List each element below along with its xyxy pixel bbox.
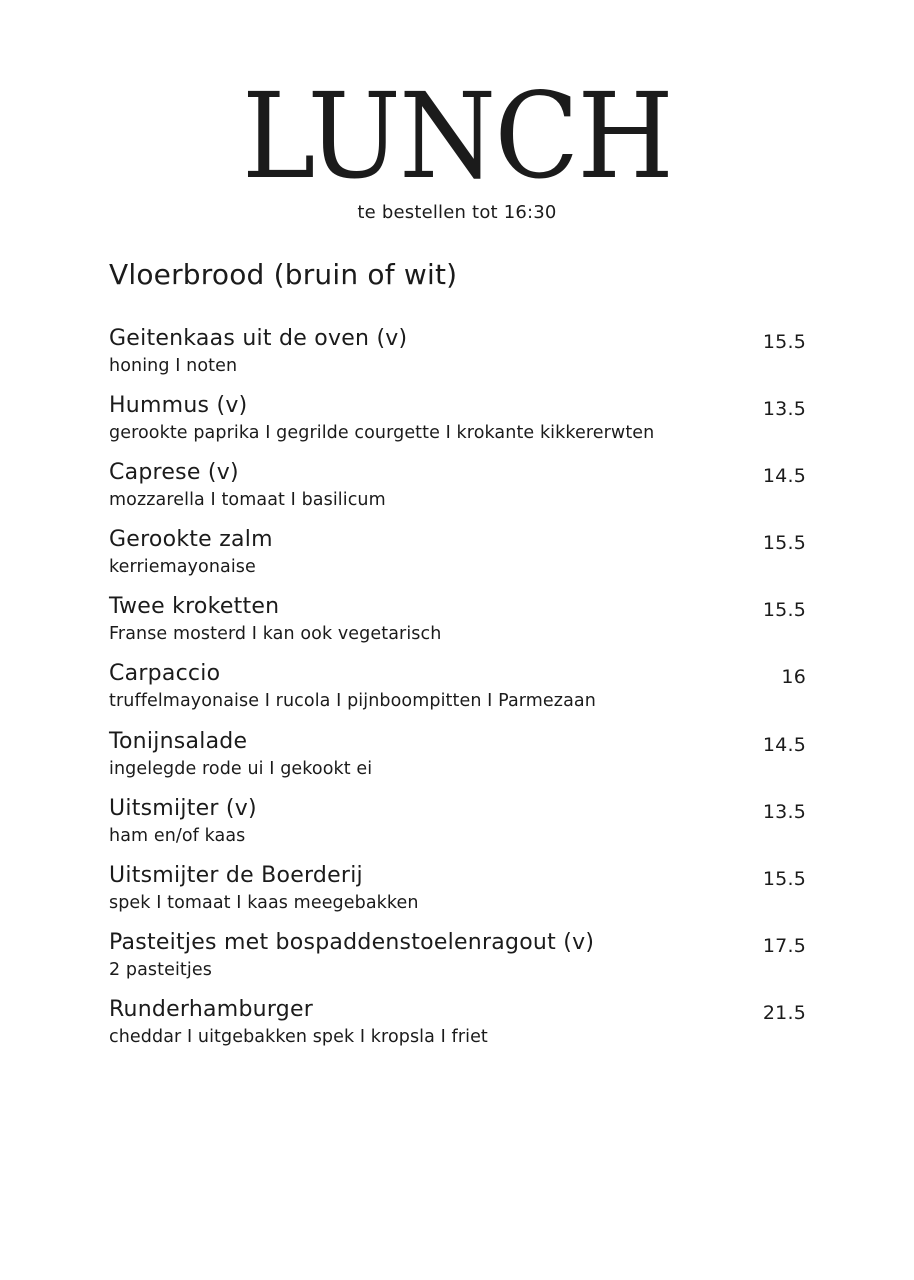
menu-item-description: Franse mosterd I kan ook vegetarisch — [109, 624, 442, 645]
menu-item — [109, 861, 806, 928]
menu-item — [109, 592, 806, 659]
menu-item — [109, 727, 806, 794]
menu-item-description: ingelegde rode ui I gekookt ei — [109, 758, 373, 779]
section-heading: Vloerbrood (bruin of wit) — [109, 258, 458, 291]
menu-item-price: 15.5 — [762, 532, 806, 555]
menu-item-name: Geitenkaas uit de oven (v) — [109, 326, 408, 351]
menu-item-price: 13.5 — [762, 800, 806, 823]
menu-item-name: Hummus (v) — [109, 393, 248, 419]
menu-item-description: honing I noten — [109, 356, 238, 376]
menu-item-price: 14.5 — [762, 733, 806, 756]
menu-item — [109, 659, 806, 726]
menu-item-description: kerriemayonaise — [109, 557, 256, 578]
menu-item — [109, 794, 806, 861]
menu-item — [109, 324, 806, 391]
menu-item — [109, 928, 806, 995]
menu-item-name: Tonijnsalade — [109, 728, 248, 754]
menu-item-name: Twee kroketten — [109, 594, 280, 620]
menu-item-price: 14.5 — [762, 465, 806, 488]
menu-item-price: 13.5 — [762, 398, 806, 421]
menu-item-price: 15.5 — [762, 867, 806, 890]
menu-item-price: 15.5 — [762, 599, 806, 622]
page-title: LUNCH — [241, 67, 673, 205]
menu-item — [109, 995, 806, 1062]
menu-item-name: Uitsmijter (v) — [109, 795, 257, 821]
menu-item-description: cheddar I uitgebakken spek I kropsla I friet — [109, 1026, 488, 1047]
menu-item-price: 16 — [781, 666, 806, 689]
menu-item-name: Uitsmijter de Boerderij — [109, 862, 363, 888]
menu-item-description: ham en/of kaas — [109, 825, 246, 846]
menu-item — [109, 391, 806, 458]
order-until-note: te bestellen tot 16:30 — [357, 202, 557, 223]
menu-item-name: Pasteitjes met bospaddenstoelenragout (v) — [109, 929, 595, 955]
menu-item-price: 15.5 — [762, 331, 806, 353]
menu-item-description: truffelmayonaise I rucola I pijnboompitten I Parmezaan — [109, 691, 596, 712]
menu-item-price: 21.5 — [762, 1001, 806, 1024]
menu-item-name: Runderhamburger — [109, 996, 314, 1022]
menu-item — [109, 458, 806, 525]
menu-item-name: Caprese (v) — [109, 460, 239, 486]
menu-item-price: 17.5 — [762, 934, 806, 957]
menu-item — [109, 525, 806, 592]
menu-item-description: spek I tomaat I kaas meegebakken — [109, 892, 419, 913]
menu-list — [109, 324, 806, 1062]
menu-item-description: gerookte paprika I gegrilde courgette I krokante kikkererwten — [109, 423, 655, 444]
menu-item-description: 2 pasteitjes — [109, 959, 212, 980]
menu-item-description: mozzarella I tomaat I basilicum — [109, 490, 386, 511]
menu-item-name: Carpaccio — [109, 661, 221, 687]
menu-item-name: Gerookte zalm — [109, 527, 273, 553]
